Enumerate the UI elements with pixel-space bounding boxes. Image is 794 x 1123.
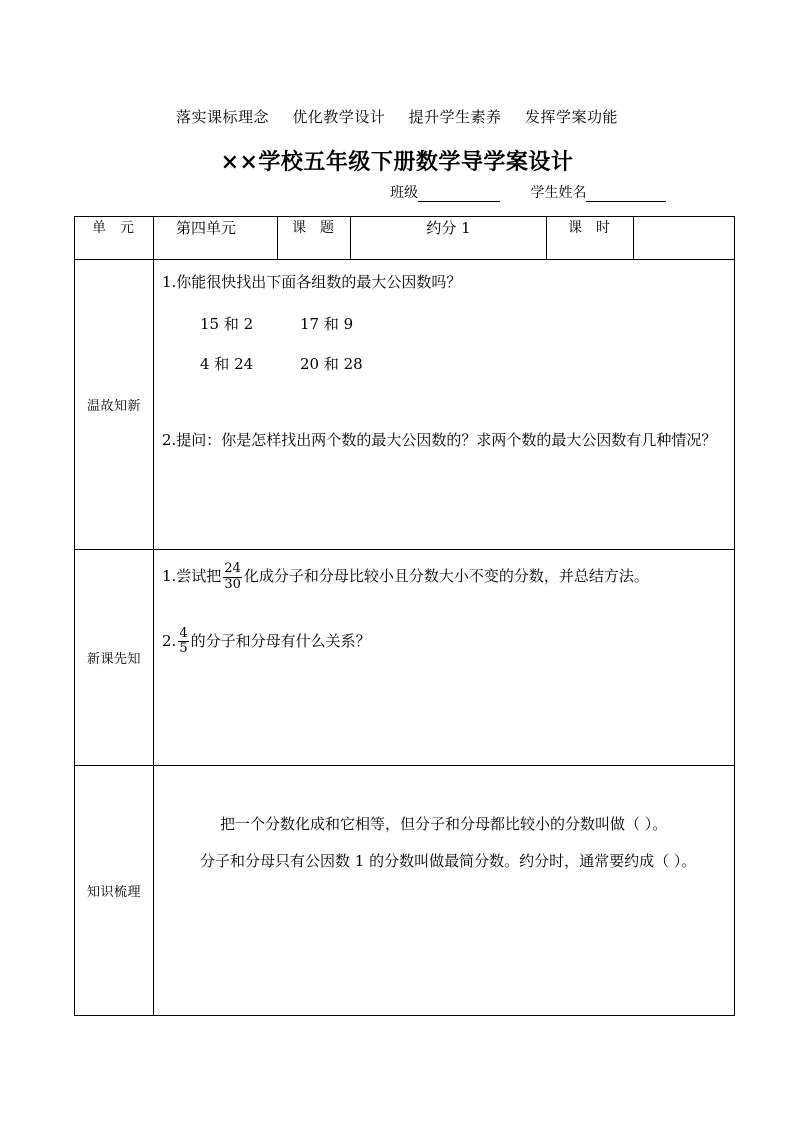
summary-content: [154, 766, 735, 1016]
slogan-1: 落实课标理念: [176, 108, 270, 126]
preview-row: [75, 550, 735, 766]
fraction-numerator: 4: [179, 626, 188, 641]
number-pairs: [200, 312, 728, 376]
fraction-4-5: [178, 627, 188, 657]
topic-value: 约分 1: [351, 217, 547, 260]
period-value[interactable]: [634, 217, 735, 260]
summary-paragraph-1: 把一个分数化成和它相等，但分子和分母都比较小的分数叫做（ ）。: [220, 815, 668, 833]
review-question-2: 2.提问：你是怎样找出两个数的最大公因数的？求两个数的最大公因数有几种情况？: [162, 431, 717, 449]
slogan-2: 优化教学设计: [292, 108, 386, 126]
pair-1: 15 和 2: [200, 315, 254, 333]
slogan-4: 发挥学案功能: [524, 108, 618, 126]
info-row: [75, 217, 735, 260]
name-label: 学生姓名: [530, 185, 587, 201]
review-content: [154, 260, 735, 550]
summary-label: 知识梳理: [75, 766, 154, 1016]
pair-2: 17 和 9: [300, 315, 354, 333]
preview-q1-prefix: 1.尝试把: [162, 567, 222, 585]
preview-content: [154, 550, 735, 766]
student-info-line: [390, 182, 666, 202]
fraction-numerator: 24: [224, 561, 241, 577]
unit-value: 第四单元: [154, 217, 278, 260]
review-label: 温故知新: [75, 260, 154, 550]
class-label: 班级: [390, 185, 418, 201]
slogan-3: 提升学生素养: [408, 108, 502, 126]
period-label: 课时: [547, 217, 634, 260]
review-row: [75, 260, 735, 550]
summary-paragraph-2: 分子和分母只有公因数 1 的分数叫做最简分数。约分时，通常要约成（ ）。: [200, 852, 697, 870]
worksheet-table: [74, 216, 735, 1016]
class-field[interactable]: [418, 185, 500, 202]
preview-question-1: [162, 560, 728, 593]
topic-label: 课题: [278, 217, 351, 260]
review-question-1: 1.你能很快找出下面各组数的最大公因数吗？: [162, 273, 462, 291]
slogan-line: [0, 106, 794, 127]
preview-q2-prefix: 2.: [162, 631, 177, 650]
page-title: ××学校五年级下册数学导学案设计: [220, 149, 574, 175]
preview-question-2: [162, 627, 728, 657]
pair-3: 4 和 24: [200, 355, 254, 373]
preview-q1-suffix: 化成分子和分母比较小且分数大小不变的分数，并总结方法。: [243, 567, 649, 585]
fraction-denominator: 30: [224, 576, 241, 592]
summary-row: [75, 766, 735, 1016]
preview-label: 新课先知: [75, 550, 154, 766]
fraction-denominator: 5: [179, 641, 188, 657]
pair-4: 20 和 28: [300, 355, 363, 373]
preview-q2-suffix: 的分子和分母有什么关系？: [190, 631, 371, 650]
unit-label: 单元: [75, 217, 154, 260]
fraction-24-30: [223, 562, 242, 592]
student-name-field[interactable]: [586, 185, 666, 202]
